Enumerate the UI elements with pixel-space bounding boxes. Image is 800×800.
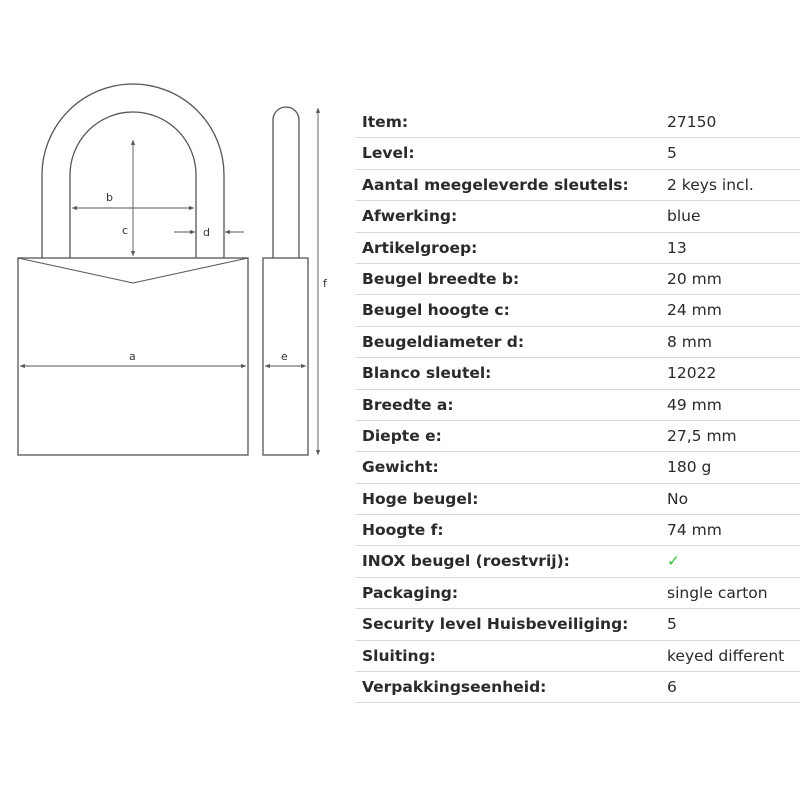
- spec-value: 49 mm: [667, 395, 722, 414]
- spec-label: Blanco sleutel:: [362, 364, 492, 383]
- spec-row: [356, 390, 800, 421]
- spec-row: [356, 609, 800, 640]
- dim-e-label: e: [281, 350, 288, 363]
- spec-value: single carton: [667, 583, 768, 602]
- spec-row: [356, 358, 800, 389]
- spec-row: [356, 641, 800, 672]
- dim-b-label: b: [106, 191, 113, 204]
- spec-row: [356, 327, 800, 358]
- specifications-table: [356, 107, 800, 703]
- spec-label: Aantal meegeleverde sleutels:: [362, 175, 629, 194]
- padlock-dimension-diagram: [0, 0, 340, 480]
- spec-label: Packaging:: [362, 583, 459, 602]
- spec-label: Beugeldiameter d:: [362, 332, 525, 351]
- spec-label: Hoge beugel:: [362, 489, 479, 508]
- spec-label: Afwerking:: [362, 207, 458, 226]
- spec-row: [356, 515, 800, 546]
- spec-label: INOX beugel (roestvrij):: [362, 552, 570, 571]
- dim-f-label: f: [323, 277, 327, 290]
- spec-value: 24 mm: [667, 301, 722, 320]
- spec-value: 74 mm: [667, 521, 722, 540]
- spec-label: Item:: [362, 113, 409, 131]
- spec-value: keyed different: [667, 646, 785, 665]
- spec-label: Beugel breedte b:: [362, 269, 520, 288]
- spec-value: 27150: [667, 113, 717, 131]
- spec-label: Level:: [362, 144, 415, 163]
- spec-row: [356, 452, 800, 483]
- spec-value: 20 mm: [667, 269, 722, 288]
- spec-row: [356, 421, 800, 452]
- spec-value: 180 g: [667, 458, 712, 477]
- dim-d-label: d: [203, 226, 210, 239]
- spec-value: 2 keys incl.: [667, 175, 754, 194]
- spec-row: [356, 578, 800, 609]
- spec-label: Breedte a:: [362, 395, 454, 414]
- spec-label: Sluiting:: [362, 646, 436, 665]
- side-shackle: [273, 107, 299, 258]
- spec-row: [356, 138, 800, 169]
- spec-value: 6: [667, 678, 677, 697]
- check-icon: ✓: [667, 552, 680, 571]
- spec-row: [356, 546, 800, 577]
- spec-value: No: [667, 489, 689, 508]
- spec-row: [356, 295, 800, 326]
- spec-row: [356, 201, 800, 232]
- spec-value: 5: [667, 144, 677, 163]
- spec-row: [356, 672, 800, 703]
- spec-row: [356, 233, 800, 264]
- spec-label: Verpakkingseenheid:: [362, 678, 547, 697]
- spec-row: [356, 264, 800, 295]
- spec-label: Gewicht:: [362, 458, 439, 477]
- dim-c-label: c: [122, 224, 129, 237]
- spec-label: Beugel hoogte c:: [362, 301, 510, 320]
- spec-value: blue: [667, 207, 701, 226]
- spec-value: 27,5 mm: [667, 426, 737, 445]
- spec-value: 12022: [667, 364, 717, 383]
- dim-a-label: a: [129, 350, 136, 363]
- spec-row: [356, 170, 800, 201]
- spec-row: [356, 107, 800, 138]
- spec-value: 8 mm: [667, 332, 712, 351]
- spec-label: Security level Huisbeveiliging:: [362, 615, 629, 634]
- spec-row: [356, 484, 800, 515]
- spec-label: Artikelgroep:: [362, 238, 478, 257]
- spec-value: 5: [667, 615, 677, 634]
- spec-label: Hoogte f:: [362, 521, 444, 540]
- spec-value: 13: [667, 238, 687, 257]
- spec-label: Diepte e:: [362, 426, 442, 445]
